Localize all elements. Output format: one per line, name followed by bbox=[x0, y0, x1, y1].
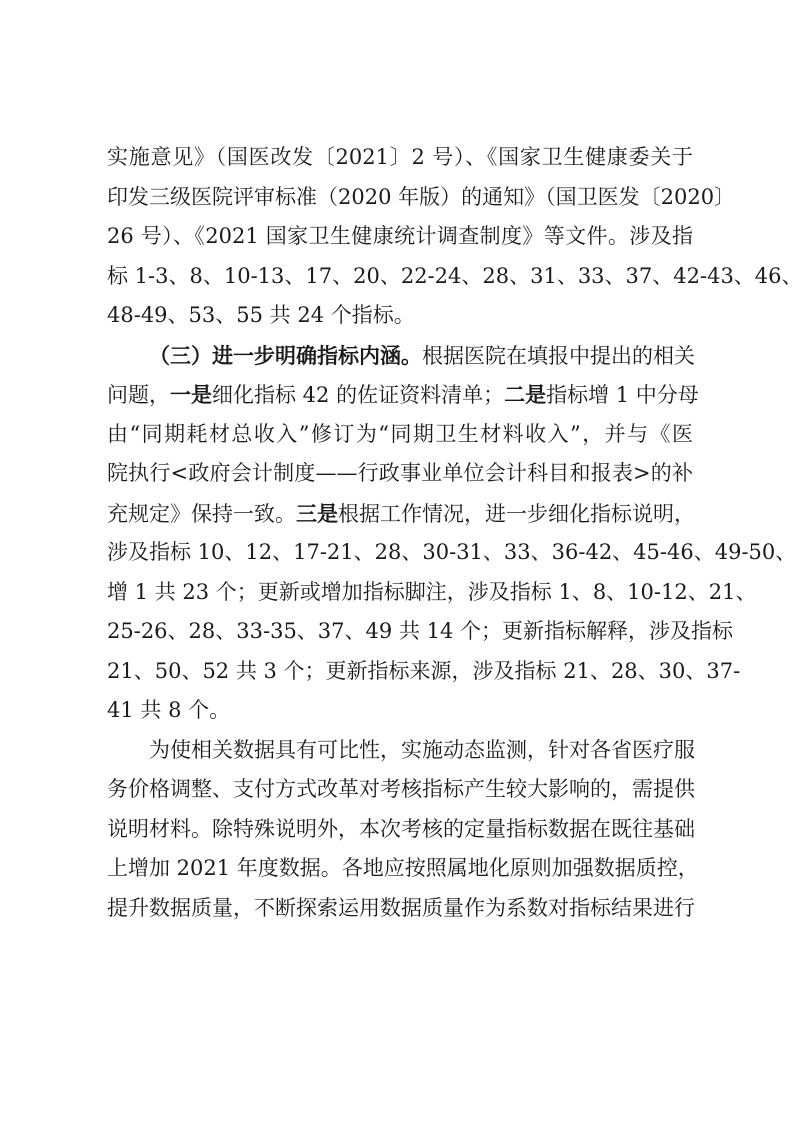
text-line bbox=[107, 731, 693, 771]
text-segment: 21、50、52 共 3 个；更新指标来源，涉及指标 21、28、30、37- bbox=[107, 658, 741, 683]
document-body bbox=[107, 138, 803, 928]
text-segment: 为使相关数据具有可比性，实施动态监测，针对各省医疗服 bbox=[149, 737, 695, 762]
bold-phrase: 二是 bbox=[504, 382, 547, 407]
bold-phrase: 三是 bbox=[296, 500, 338, 526]
text-segment: 务价格调整、支付方式改革对考核指标产生较大影响的，需提供 bbox=[107, 777, 695, 801]
text-segment: 涉及指标 10、12、17-21、28、30-31、33、36-42、45-46、49-50、 bbox=[107, 540, 797, 564]
text-line bbox=[107, 454, 693, 494]
text-segment: 印发三级医院评审标准（2020 年版）的通知》（国卫医发〔2020〕 bbox=[107, 184, 736, 209]
text-segment: 25-26、28、33-35、37、49 共 14 个；更新指标解释，涉及指标 bbox=[107, 619, 733, 643]
text-line bbox=[107, 770, 693, 810]
text-line bbox=[107, 296, 693, 336]
bold-phrase: 一是 bbox=[170, 382, 212, 407]
bold-phrase: （三）进一步明确指标内涵。 bbox=[149, 342, 422, 368]
text-segment: 41 共 8 个。 bbox=[107, 698, 231, 722]
text-line bbox=[107, 257, 803, 297]
text-segment: 上增加 2021 年度数据。各地应按照属地化原则加强数据质控， bbox=[107, 856, 699, 880]
text-segment: 问题， bbox=[107, 383, 170, 407]
text-line bbox=[107, 691, 693, 731]
text-segment: 根据工作情况，进一步细化指标说明， bbox=[338, 501, 695, 526]
text-line bbox=[107, 415, 693, 455]
text-segment: 实施意见》（国医改发〔2021〕2 号）、《国家卫生健康委关于 bbox=[107, 145, 693, 169]
text-line bbox=[107, 336, 693, 376]
text-segment: 标 1-3、8、10-13、17、20、22-24、28、31、33、37、42-43、46、 bbox=[107, 263, 803, 288]
text-line bbox=[107, 810, 693, 850]
text-line bbox=[107, 612, 733, 652]
text-line bbox=[107, 573, 757, 613]
text-line bbox=[107, 889, 693, 929]
text-line bbox=[107, 178, 736, 218]
text-segment: 院执行<政府会计制度——行政事业单位会计科目和报表>的补 bbox=[107, 461, 693, 485]
text-segment: 增 1 共 23 个；更新或增加指标脚注，涉及指标 1、8、10-12、21、 bbox=[107, 579, 757, 604]
paragraph bbox=[107, 138, 803, 336]
text-line bbox=[107, 652, 741, 692]
text-segment: 充规定》保持一致。 bbox=[107, 501, 296, 526]
text-segment: 说明材料。除特殊说明外，本次考核的定量指标数据在既往基础 bbox=[107, 816, 695, 841]
text-segment: 根据医院在填报中提出的相关 bbox=[422, 343, 695, 368]
text-segment: 48-49、53、55 共 24 个指标。 bbox=[107, 303, 415, 327]
text-line bbox=[107, 494, 693, 534]
text-line bbox=[107, 849, 699, 889]
text-segment: 细化指标 42 的佐证资料清单； bbox=[212, 383, 505, 407]
text-line bbox=[107, 375, 699, 415]
paragraph bbox=[107, 731, 699, 929]
text-line bbox=[107, 217, 693, 257]
text-line bbox=[107, 533, 797, 573]
text-segment: 由“同期耗材总收入”修订为“同期卫生材料收入”，并与《医 bbox=[107, 421, 693, 446]
text-line bbox=[107, 138, 693, 178]
paragraph bbox=[107, 336, 797, 731]
text-segment: 26 号）、《2021 国家卫生健康统计调查制度》等文件。涉及指 bbox=[107, 224, 693, 248]
text-segment: 指标增 1 中分母 bbox=[546, 383, 699, 407]
text-segment: 提升数据质量，不断探索运用数据质量作为系数对指标结果进行 bbox=[107, 895, 695, 920]
